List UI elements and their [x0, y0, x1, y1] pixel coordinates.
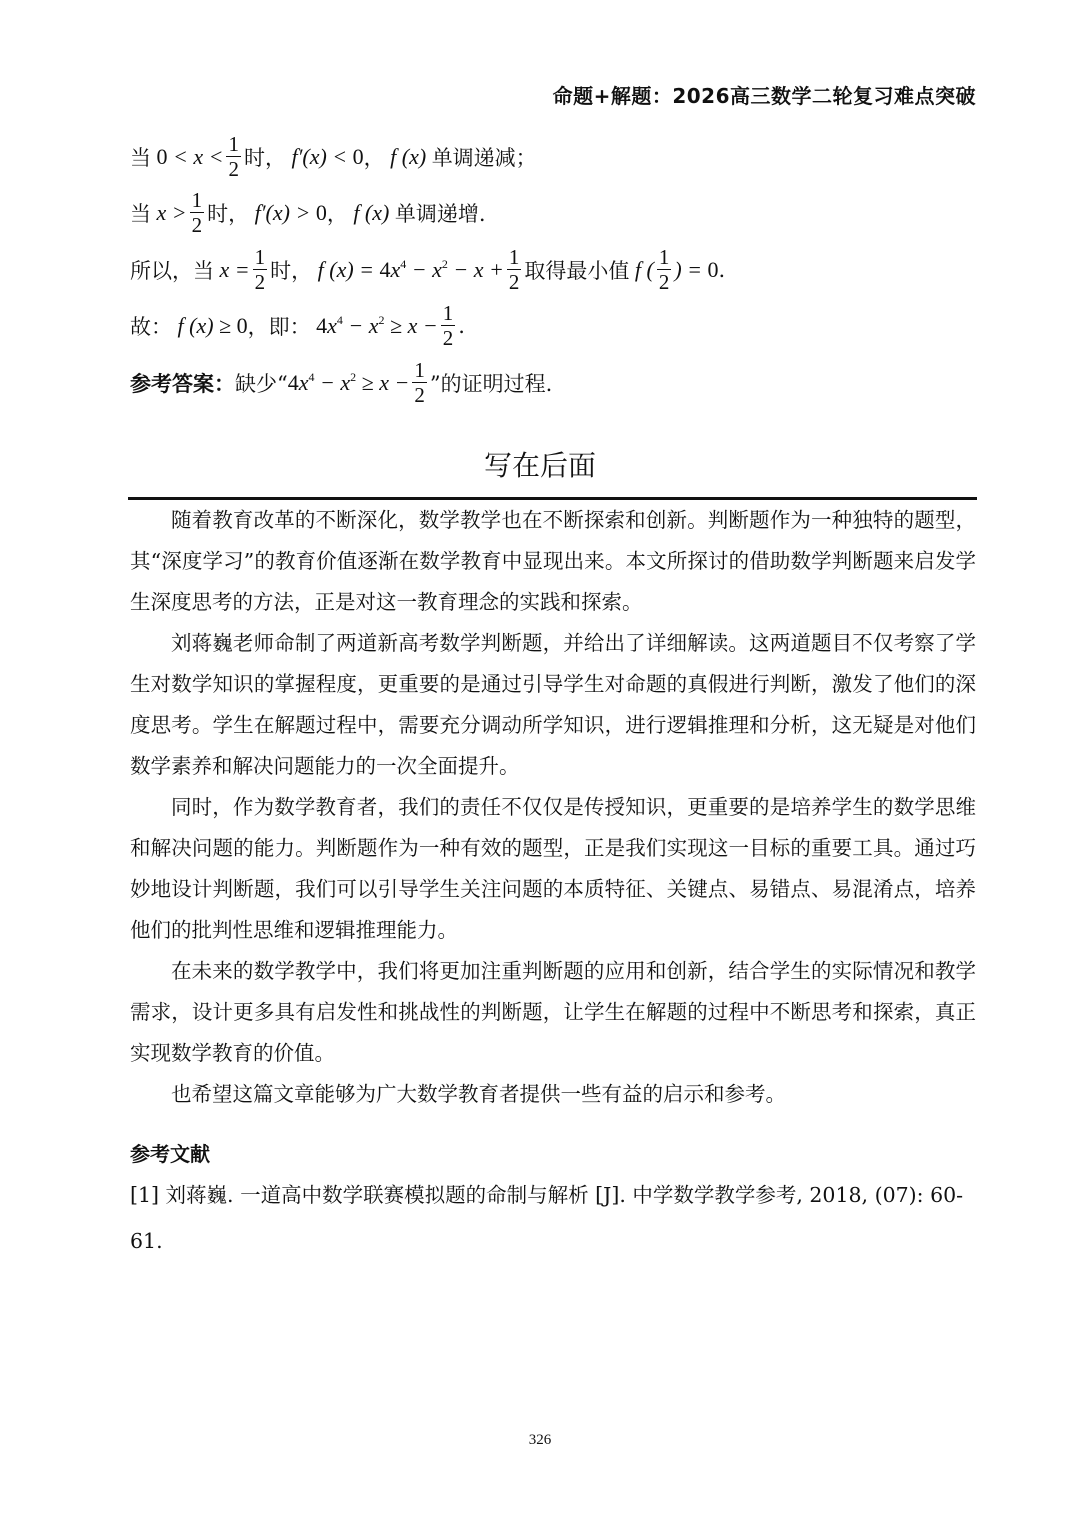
math-expression: $4x^4 - x^2 \ge x$ −	[287, 369, 410, 395]
fraction-one-half: $\frac{1}{2}$	[442, 301, 454, 351]
text-post: 单调递减；	[431, 145, 537, 170]
math-line-1	[130, 133, 537, 180]
fraction-one-half: $\frac{1}{2}$	[508, 245, 520, 295]
text-pre: 当	[130, 201, 151, 226]
text-end: .	[718, 257, 726, 282]
math-expression: x >	[151, 199, 187, 225]
text-pre: 所以，当	[130, 258, 214, 283]
text-pre: 当	[130, 145, 151, 170]
page-number: 326	[528, 1432, 552, 1448]
text-mid: ，即：	[247, 314, 311, 339]
math-expression: f (x)	[347, 199, 395, 225]
references-heading: 参考文献	[130, 1142, 210, 1166]
math-line-3	[130, 246, 725, 293]
paragraph: 在未来的数学教学中，我们将更加注重判断题的应用和创新，结合学生的实际情况和教学需求，设计更多具有启发性和挑战性的判断题，让学生在解题的过程中不断思考和探索，真正实现数学教育的价值。	[130, 959, 976, 1065]
text-sep: ，	[326, 201, 348, 226]
text-pre: 缺少“	[235, 371, 288, 396]
text-post: 取得最小值	[524, 258, 630, 283]
math-expression: f (x) ≥ 0	[172, 312, 248, 338]
fraction-one-half: $\frac{1}{2}$	[191, 188, 203, 238]
reference-item: [1] 刘蒋巍. 一道高中数学联赛模拟题的命制与解析 [J]. 中学数学教学参考, 2018, (07): 60-61.	[130, 1183, 964, 1253]
math-expression: f′(x) < 0	[285, 143, 364, 169]
section-title: 写在后面	[483, 449, 596, 482]
text-when: 时，	[243, 145, 286, 170]
math-expression: f (x)	[384, 143, 432, 169]
text-when: 时，	[270, 258, 313, 283]
running-header: 命题+解题：2026高三数学二轮复习难点突破	[552, 84, 976, 108]
fraction-one-half: $\frac{1}{2}$	[658, 245, 670, 295]
paragraph: 刘蒋巍老师命制了两道新高考数学判断题，并给出了详细解读。这两道题目不仅考察了学生对数学知识的掌握程度，更重要的是通过引导学生对命题的真假进行判断，激发了他们的深度思考。学生在解题过程中，需要充分调动所学知识，进行逻辑推理和分析，这无疑是对他们数学素养和解决问题能力的一次全面提升。	[130, 631, 976, 778]
math-line-2	[130, 189, 486, 236]
text-when: 时，	[207, 201, 250, 226]
fraction-one-half: $\frac{1}{2}$	[228, 132, 239, 182]
math-expression: f′(x) > 0	[249, 199, 327, 225]
paragraph: 也希望这篇文章能够为广大数学教育者提供一些有益的启示和参考。	[171, 1082, 786, 1106]
paragraph: 随着教育改革的不断深化，数学教学也在不断探索和创新。判断题作为一种独特的题型，其“深度学习”的教育价值逐渐在数学教育中显现出来。本文所探讨的借助数学判断题来启发学生深度思考的方法，正是对这一教育理念的实践和探索。	[130, 508, 976, 614]
paragraph: 同时，作为数学教育者，我们的责任不仅仅是传授知识，更重要的是培养学生的数学思维和解决问题的能力。判断题作为一种有效的题型，正是我们实现这一目标的重要工具。通过巧妙地设计判断题，我们可以引导学生关注问题的本质特征、关键点、易错点、易混淆点，培养他们的批判性思维和逻辑推理能力。	[130, 795, 976, 942]
text-post: ”的证明过程.	[429, 371, 553, 396]
math-expression: $4x^4 - x^2 \ge x$ −	[316, 312, 438, 338]
math-expression: f (	[629, 256, 654, 282]
math-expression: ) = 0	[674, 256, 719, 282]
math-expression: 0 < x <	[156, 143, 224, 169]
text-sep: ，	[363, 145, 385, 170]
math-expression: x =	[214, 256, 250, 282]
text-pre: 故：	[130, 314, 172, 339]
text-post: 单调递增.	[394, 201, 486, 226]
fraction-one-half: $\frac{1}{2}$	[254, 245, 266, 295]
answer-label: 参考答案：	[130, 371, 235, 396]
math-line-4	[130, 302, 465, 349]
fraction-one-half: $\frac{1}{2}$	[414, 358, 425, 408]
math-expression: f $(x) = 4x^4 - x^2 - x$ +	[312, 256, 504, 282]
text-end: .	[458, 313, 465, 338]
answer-line	[130, 359, 552, 406]
